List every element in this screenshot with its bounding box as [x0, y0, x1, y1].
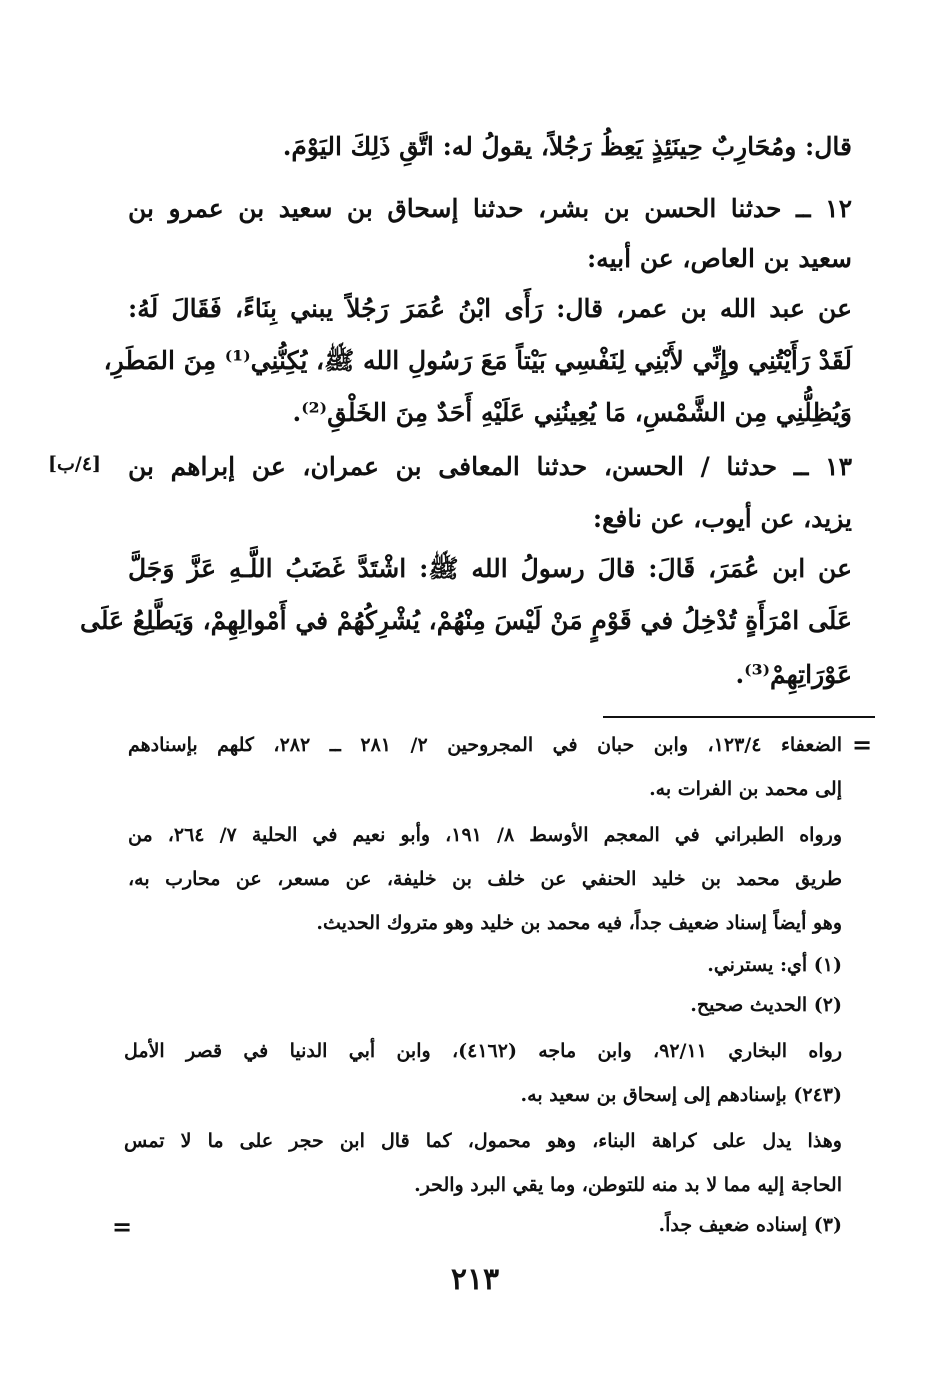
footnote-line: ورواه الطبراني في المعجم الأوسط ٨/ ١٩١، وأبو نعيم في الحلية ٧/ ٢٦٤، من [128, 824, 842, 846]
main-text-line: ١٢ ــ حدثنا الحسن بن بشر، حدثنا إسحاق بن سعيد بن عمرو بن [128, 194, 852, 223]
main-text-line: سعيد بن العاص، عن أبيه: [586, 244, 852, 273]
main-text-line: عَوْرَاتِهِمْ⁽³⁾. [735, 660, 852, 689]
main-text-line: لَقَدْ رَأَيْتُنِي وإِنِّي لأَبْنِي لِنَفْسِي بَيْتاً مَعَ رَسُولِ الله ﷺ، يُكِنُّنِي⁽¹⁾ مِنَ المَطَرِ، [103, 346, 852, 375]
footnote-line: الحاجة إليه مما لا بد منه للتوطن، وما يقي البرد والحر. [414, 1174, 842, 1196]
footnote-line: (٢) الحديث صحيح. [690, 994, 842, 1016]
main-text-line: عَلَى امْرَأَةٍ تُدْخِلُ في قَوْمٍ مَنْ لَيْسَ مِنْهُمْ، يُشْرِكُهُمْ في أَمْوالِهِمْ، وَيَطَّلِعُ عَلَى [80, 606, 852, 635]
footnote-separator [603, 716, 875, 718]
footnote-line: طريق محمد بن خليد الحنفي عن خلف بن خليفة، عن مسعر، عن محارب به، [128, 868, 842, 890]
footnote-line: رواه البخاري ٩٢/١١، وابن ماجه (٤١٦٢)، وابن أبي الدنيا في قصر الأمل [124, 1040, 842, 1062]
footnote-line: وهو أيضاً إسناد ضعيف جداً، فيه محمد بن خليد وهو متروك الحديث. [316, 912, 842, 934]
main-text-line: يزيد، عن أيوب، عن نافع: [592, 504, 852, 533]
footnote-line: (٢٤٣) بإسنادهم إلى إسحاق بن سعيد به. [520, 1084, 842, 1106]
page-number: ٢١٣ [450, 1262, 500, 1297]
footnote-line: (٣) إسناده ضعيف جداً. [658, 1214, 842, 1236]
main-text-line: وَيُظِلُّنِي مِن الشَّمْسِ، مَا يُعِينُنِي عَلَيْهِ أَحَدٌ مِنَ الخَلْقِ⁽²⁾. [292, 398, 852, 427]
main-text-line: عن ابن عُمَرَ، قَالَ: قالَ رسولُ الله ﷺ: اشْتَدَّ غَضَبُ اللَّـهِ عَزَّ وَجَلَّ [128, 554, 852, 583]
footnote-continuation-mark: = [852, 730, 873, 759]
main-text-line: قال: ومُحَارِبٌ حِينَئِذٍ يَعِظُ رَجُلاً، يقولُ له: اتَّقِ ذَلِكَ اليَوْمَ. [282, 132, 852, 161]
manuscript-folio-note: [٤/ب] [48, 453, 102, 475]
footnote-line: وهذا يدل على كراهة البناء، وهو محمول، كما قال ابن حجر على ما لا تمس [124, 1130, 842, 1152]
footnote-line: الضعفاء ١٢٣/٤، وابن حبان في المجروحين ٢/ ٢٨١ ــ ٢٨٢، كلهم بإسنادهم [128, 734, 843, 756]
main-text-line: عن عبد الله بن عمر، قال: رَأَى ابْنُ عُمَرَ رَجُلاً يبني بِنَاءً، فَقَالَ لَهُ: [128, 294, 852, 323]
footnote-continues-mark: = [112, 1212, 133, 1241]
main-text-line: ١٣ ــ حدثنا / الحسن، حدثنا المعافى بن عمران، عن إبراهم بن [128, 452, 852, 481]
footnote-line: إلى محمد بن الفرات به. [649, 778, 842, 800]
footnote-line: (١) أي: يسترني. [707, 954, 842, 976]
